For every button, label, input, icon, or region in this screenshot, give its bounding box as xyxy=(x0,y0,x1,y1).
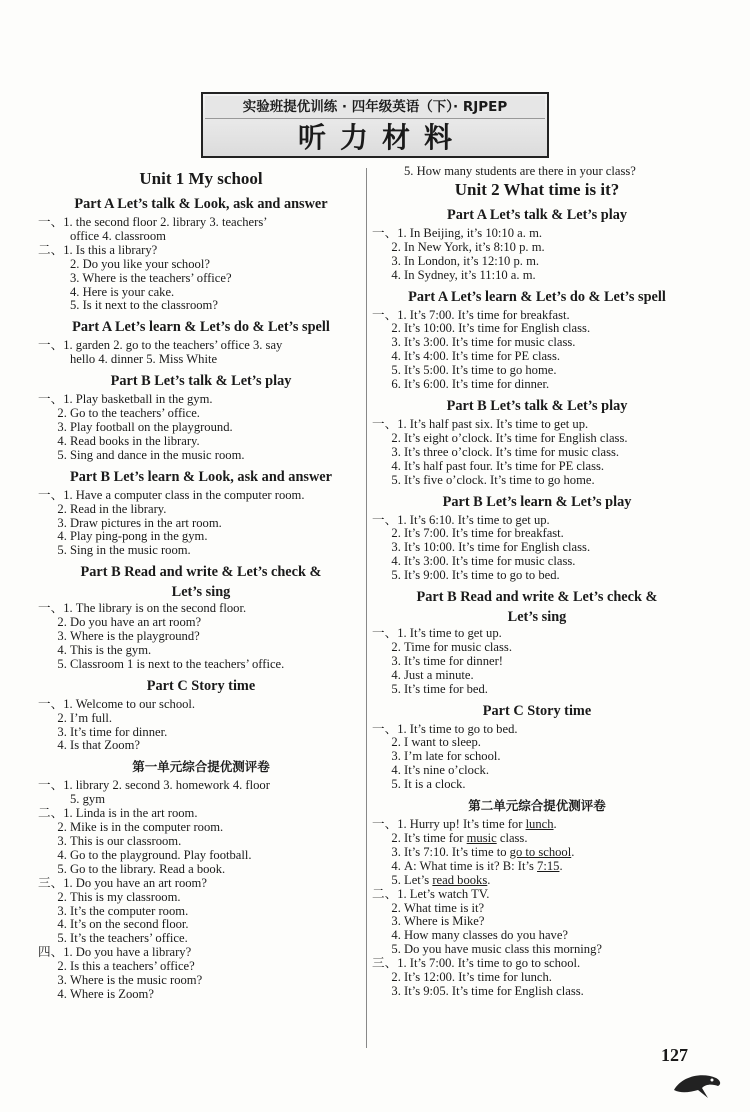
list-item: 5. Sing and dance in the music room. xyxy=(57,447,245,462)
test-heading: 第二单元综合提优测评卷 xyxy=(468,798,606,814)
section-heading: Part B Read and write & Let’s check & xyxy=(416,589,658,606)
list-item: 3. It’s 7:10. It’s time to go to school. xyxy=(391,844,575,859)
list-item: 5. Let’s read books. xyxy=(391,872,491,887)
list-item: 一、 1. library 2. second 3. homework 4. floor xyxy=(38,778,270,793)
page-title: 听力材料 xyxy=(297,121,466,154)
list-item: 3. It’s time for dinner. xyxy=(57,724,168,739)
section-heading: Part A Let’s learn & Let’s do & Let’s spell xyxy=(408,288,666,305)
list-item: 2. Go to the teachers’ office. xyxy=(57,406,200,421)
list-item: 5. It is a clock. xyxy=(391,777,466,792)
list-item: 3. Where is the teachers’ office? xyxy=(70,270,232,285)
section-heading-cont: Let’s sing xyxy=(507,609,567,626)
list-item: 5. It’s time for bed. xyxy=(391,681,488,696)
left-column xyxy=(38,165,364,1002)
list-item: 4. It’s nine o’clock. xyxy=(391,763,489,778)
list-item: 2. In New York, it’s 8:10 p. m. xyxy=(391,239,545,254)
list-item: 二、1. Linda is in the art room. xyxy=(38,806,198,821)
list-item: 6. It’s 6:00. It’s time for dinner. xyxy=(391,377,550,392)
list-item: 2. It’s time for music class. xyxy=(391,831,528,845)
list-item: 3. It’s time for dinner! xyxy=(391,653,503,668)
list-item: 5. It’s five o’clock. It’s time to go home. xyxy=(391,472,595,487)
list-item: 2. Mike is in the computer room. xyxy=(57,820,224,835)
list-item: 3. In London, it’s 12:10 p. m. xyxy=(391,253,540,268)
list-item: 5. Sing in the music room. xyxy=(57,543,191,558)
list-item: 5. Is it next to the classroom? xyxy=(70,298,218,313)
unit-2-heading: Unit 2 What time is it? xyxy=(454,179,620,199)
list-item: 3. Where is the playground? xyxy=(57,629,200,644)
list-item: 5. gym xyxy=(70,792,105,807)
list-item: 3. It’s three o’clock. It’s time for music class. xyxy=(391,444,620,459)
list-item: 2. I want to sleep. xyxy=(391,735,481,750)
section-heading: Part B Let’s learn & Let’s play xyxy=(442,493,632,510)
list-item: 5. Go to the library. Read a book. xyxy=(57,861,226,876)
list-item: 一、1. Hurry up! It’s time for lunch. xyxy=(372,817,557,832)
list-item: 4. It’s 3:00. It’s time for music class. xyxy=(391,554,576,569)
list-item: 4. It’s half past four. It’s time for PE class. xyxy=(391,458,605,473)
list-item: 2. Do you like your school? xyxy=(70,256,210,271)
section-heading: Part A Let’s talk & Let’s play xyxy=(446,206,628,223)
section-heading: Part C Story time xyxy=(482,702,592,719)
list-item: 4. In Sydney, it’s 11:10 a. m. xyxy=(391,267,536,282)
list-item: 4. It’s 4:00. It’s time for PE class. xyxy=(391,349,561,364)
dolphin-logo-icon xyxy=(672,1068,724,1104)
list-item: 4. Just a minute. xyxy=(391,667,474,682)
list-item: 一、1. It’s time to get up. xyxy=(372,626,502,641)
section-heading: Part B Read and write & Let’s check & xyxy=(80,564,322,581)
list-item: 二、1. Let’s watch TV. xyxy=(372,886,490,901)
list-item: 3. Play football on the playground. xyxy=(57,419,233,434)
list-item: 3. It’s 10:00. It’s time for English class. xyxy=(391,540,591,555)
list-item: 3. I’m late for school. xyxy=(391,749,501,764)
list-item: 一、1. It’s 7:00. It’s time for breakfast. xyxy=(372,307,570,322)
list-item: 2. Time for music class. xyxy=(391,639,512,654)
list-item: 四、1. Do you have a library? xyxy=(38,945,192,960)
list-item: 3. It’s 9:05. It’s time for English class. xyxy=(391,983,584,998)
list-item: 2. It’s 10:00. It’s time for English class. xyxy=(391,321,591,336)
list-item: 二、1. Is this a library? xyxy=(38,242,158,257)
list-item: 5. Do you have music class this morning? xyxy=(391,942,602,957)
list-item: 三、1. Do you have an art room? xyxy=(38,875,207,890)
list-item: 一、1. It’s half past six. It’s time to get up. xyxy=(372,416,589,431)
title-banner xyxy=(201,92,549,158)
list-item: 2. Is this a teachers’ office? xyxy=(57,959,195,974)
test-heading: 第一单元综合提优测评卷 xyxy=(132,759,270,775)
list-item: 一、1. garden 2. go to the teachers’ office 3. say xyxy=(38,338,283,353)
list-item: 2. It’s 12:00. It’s time for lunch. xyxy=(391,970,552,985)
unit-1-heading: Unit 1 My school xyxy=(139,169,263,188)
list-item: 4. A: What time is it? B: It’s 7:15. xyxy=(391,858,563,873)
list-item: 4. Play ping-pong in the gym. xyxy=(57,529,208,544)
section-heading: Part A Let’s talk & Look, ask and answer xyxy=(74,196,328,212)
section-heading: Part B Let’s learn & Look, ask and answer xyxy=(70,468,332,485)
list-item: 3. It’s 3:00. It’s time for music class. xyxy=(391,335,576,350)
list-item: 5. It’s the teachers’ office. xyxy=(57,931,188,946)
list-item: 3. Where is Mike? xyxy=(391,914,485,929)
list-item: 2. What time is it? xyxy=(391,900,485,915)
column-divider xyxy=(366,168,367,1048)
list-item: 2. I’m full. xyxy=(57,710,112,725)
list-item: 4. It’s on the second floor. xyxy=(57,917,189,932)
list-item: 2. It’s 7:00. It’s time for breakfast. xyxy=(391,526,564,541)
series-title: 实验班提优训练 · 四年级英语（下）· RJPEP xyxy=(205,96,545,119)
section-heading: Part A Let’s learn & Let’s do & Let’s spell xyxy=(72,319,330,336)
right-column xyxy=(372,165,702,999)
list-item: 3. Where is the music room? xyxy=(57,973,203,988)
list-item: 4. Go to the playground. Play football. xyxy=(57,847,252,862)
list-item: 2. Read in the library. xyxy=(57,501,167,516)
list-item: 4. Where is Zoom? xyxy=(57,986,154,1001)
list-item: 一、1. Have a computer class in the computer room. xyxy=(38,487,305,502)
list-item: 3. It’s the computer room. xyxy=(57,903,189,918)
list-item: 3. This is our classroom. xyxy=(57,834,182,848)
list-item: 4. Read books in the library. xyxy=(57,433,200,448)
section-heading: Part B Let’s talk & Let’s play xyxy=(446,397,628,414)
list-item: 5. It’s 5:00. It’s time to go home. xyxy=(391,363,557,378)
list-item: 3. Draw pictures in the art room. xyxy=(57,515,222,530)
list-item: 5. It’s 9:00. It’s time to go to bed. xyxy=(391,568,560,583)
list-item: 4. This is the gym. xyxy=(57,642,152,657)
list-item: 4. How many classes do you have? xyxy=(391,928,569,943)
list-item: 一、1. In Beijing, it’s 10:10 a. m. xyxy=(372,225,543,240)
list-item: hello 4. dinner 5. Miss White xyxy=(70,352,218,367)
list-item: 5. Classroom 1 is next to the teachers’ office. xyxy=(57,656,285,671)
list-item: 一、1. It’s 6:10. It’s time to get up. xyxy=(372,512,550,527)
list-item: 2. Do you have an art room? xyxy=(57,615,202,630)
section-heading-cont: Let’s sing xyxy=(171,584,231,601)
list-item: 一、1. Welcome to our school. xyxy=(38,696,196,711)
list-item: 一、1. the second floor 2. library 3. teachers’ xyxy=(38,215,268,229)
list-item: 2. It’s eight o’clock. It’s time for English class. xyxy=(391,430,628,445)
list-item: 三、1. It’s 7:00. It’s time to go to school. xyxy=(372,956,581,971)
list-item: 5. How many students are there in your class? xyxy=(404,164,636,178)
page-number: 127 xyxy=(661,1045,688,1065)
list-item: 2. This is my classroom. xyxy=(57,889,181,904)
list-item: 4. Here is your cake. xyxy=(70,284,175,299)
list-item: 一、1. It’s time to go to bed. xyxy=(372,721,518,736)
list-item: 4. Is that Zoom? xyxy=(57,738,140,753)
list-item: 一、1. Play basketball in the gym. xyxy=(38,392,213,407)
list-item: 一、1. The library is on the second floor. xyxy=(38,601,247,616)
list-item: office 4. classroom xyxy=(70,228,166,243)
section-heading: Part C Story time xyxy=(146,677,256,694)
section-heading: Part B Let’s talk & Let’s play xyxy=(110,373,292,390)
